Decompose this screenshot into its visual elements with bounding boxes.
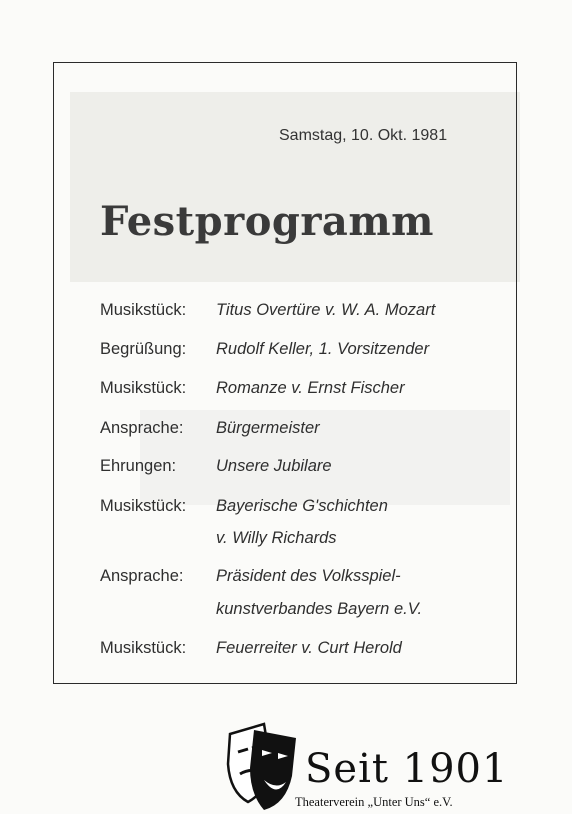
program-item-value: Präsident des Volksspiel-	[216, 567, 401, 585]
event-date: Samstag, 10. Okt. 1981	[279, 127, 448, 144]
program-item	[100, 497, 388, 516]
club-name: Theaterverein „Unter Uns“ e.V.	[295, 795, 453, 809]
program-item-label: Ehrungen:	[100, 457, 177, 475]
page-title: Festprogramm	[100, 198, 434, 245]
program-item	[100, 419, 320, 438]
program-item-label: Musikstück:	[100, 301, 187, 319]
program-item-label: Musikstück:	[100, 639, 187, 657]
program-item-continuation: kunstverbandes Bayern e.V.	[216, 600, 423, 618]
program-item-value: Rudolf Keller, 1. Vorsitzender	[216, 340, 430, 358]
founding-year: Seit 1901	[305, 746, 509, 792]
program-item-label: Musikstück:	[100, 379, 187, 397]
theatre-masks-icon	[224, 720, 304, 812]
program-item-value: Feuerreiter v. Curt Herold	[216, 639, 402, 657]
program-item-continuation: v. Willy Richards	[216, 529, 337, 547]
program-item	[100, 301, 435, 320]
program-item-value: Bayerische G'schichten	[216, 497, 388, 515]
program-item-label: Ansprache:	[100, 567, 184, 585]
content-frame	[53, 62, 517, 684]
program-item	[100, 567, 401, 586]
program-item-value: Bürgermeister	[216, 419, 320, 437]
program-item	[100, 457, 332, 476]
program-item-label: Ansprache:	[100, 419, 184, 437]
program-item-label: Begrüßung:	[100, 340, 187, 358]
program-item-value: Titus Overtüre v. W. A. Mozart	[216, 301, 436, 319]
program-item	[100, 639, 402, 658]
program-item-value: Unsere Jubilare	[216, 457, 332, 475]
program-item	[100, 379, 405, 398]
program-item-label: Musikstück:	[100, 497, 187, 515]
program-item	[100, 340, 429, 359]
program-item-value: Romanze v. Ernst Fischer	[216, 379, 405, 397]
